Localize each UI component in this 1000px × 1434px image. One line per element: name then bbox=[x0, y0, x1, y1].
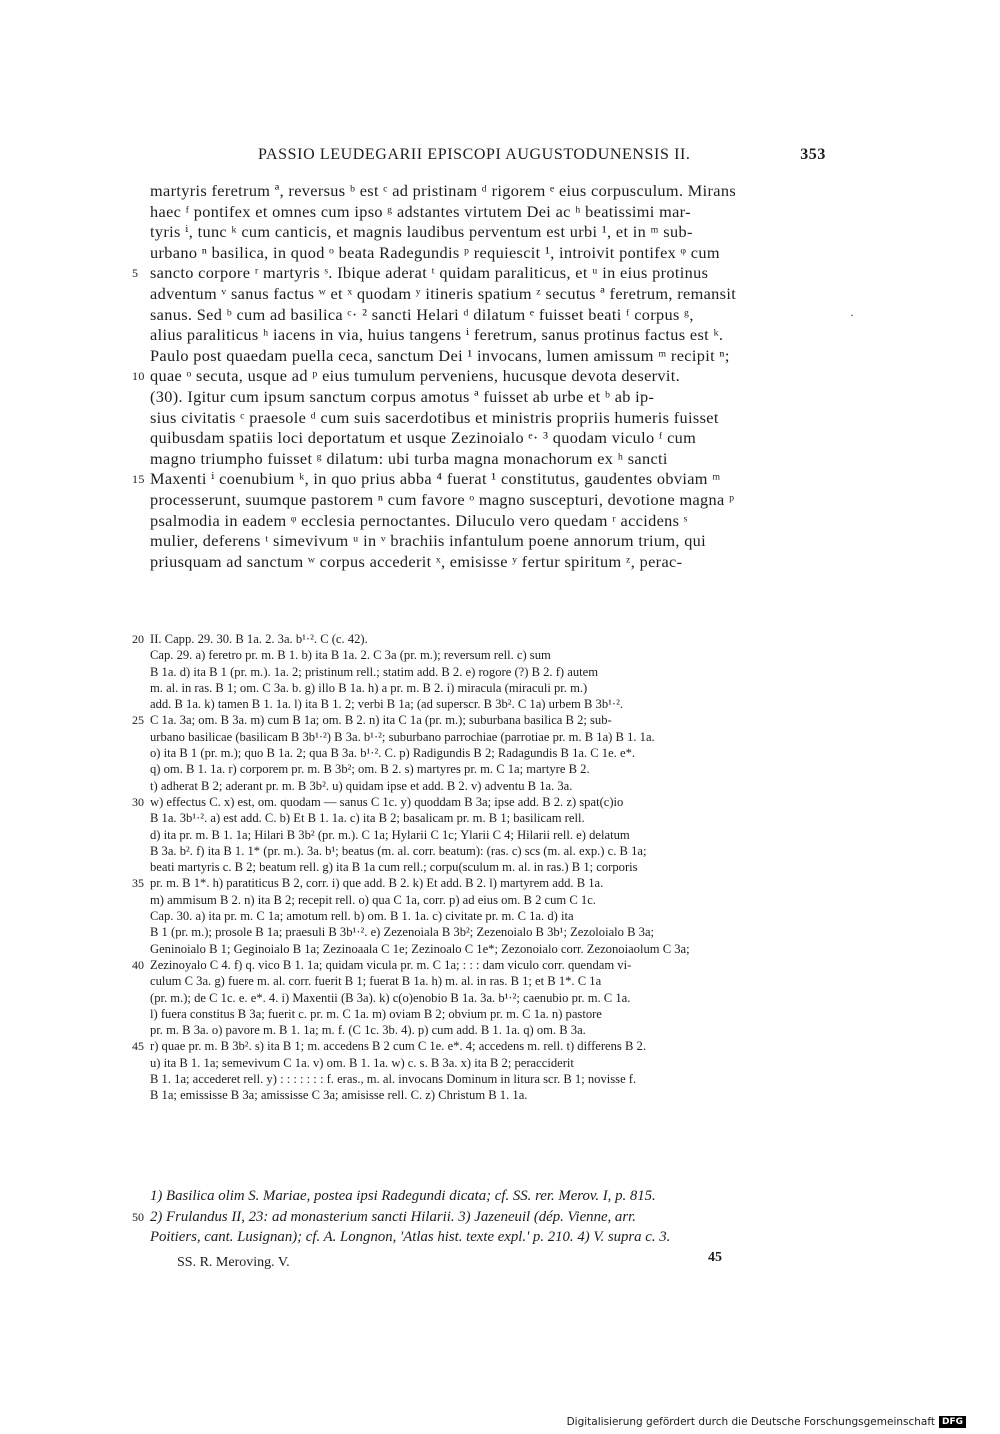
apparatus-line bbox=[150, 892, 822, 908]
line-number: 50 bbox=[132, 1209, 144, 1224]
apparatus-line bbox=[150, 843, 822, 859]
line-text: B 1 (pr. m.); prosole B 1a; praesuli B 3b¹·². e) Zezenoiala B 3b²; Zezenoialo B 3b¹; Zezoloialo B 3a; bbox=[150, 925, 655, 940]
line-number: 5 bbox=[132, 266, 139, 281]
apparatus-line bbox=[132, 631, 822, 647]
line-text: beati martyris c. B 2; beatum rell. g) ita B 1a cum rell.; corpu(sculum m. al. in ras.) B 1; corporis bbox=[150, 860, 638, 875]
line-text: Geninoialo B 1; Geginoialo B 1a; Zezinoaala C 1e; Zezinoalo C 1e*; Zezonoialo corr. Zezonoiaolum C 3a; bbox=[150, 941, 690, 956]
apparatus-line bbox=[150, 990, 822, 1006]
main-text bbox=[132, 181, 822, 572]
line-number: 45 bbox=[132, 1039, 144, 1054]
apparatus-line bbox=[132, 1038, 822, 1054]
apparatus-line bbox=[150, 941, 822, 957]
line-text: (pr. m.); de C 1c. e. e*. 4. i) Maxentii (B 3a). k) c(o)enobio B 1a. 3a. b¹·²; caenubio pr. m. C 1a. bbox=[150, 990, 631, 1005]
line-number: 30 bbox=[132, 794, 144, 809]
footnote-line bbox=[150, 1227, 822, 1248]
line-number: 25 bbox=[132, 713, 144, 728]
text-line bbox=[150, 284, 822, 305]
apparatus-line bbox=[150, 778, 822, 794]
line-text: alius paraliticus ʰ iacens in via, huius tangens ⁱ feretrum, sanus protinus factus est ᵏ. bbox=[150, 325, 724, 345]
text-line bbox=[150, 511, 822, 532]
text-line bbox=[150, 346, 822, 367]
line-text: Cap. 29. a) feretro pr. m. B 1. b) ita B 1a. 2. C 3a (pr. m.); reversum rell. c) sum bbox=[150, 648, 551, 663]
line-text: B 1a. 3b¹·². a) est add. C. b) Et B 1. 1a. c) ita B 2; basalicam pr. m. B 1; basilicam rell. bbox=[150, 811, 585, 826]
stray-dot: · bbox=[850, 308, 854, 322]
apparatus-line bbox=[150, 827, 822, 843]
apparatus-line bbox=[132, 875, 822, 891]
line-text: l) fuera constitus B 3a; fuerit c. pr. m. C 1a. m) oviam B 2; obvium pr. m. C 1a. n) pastore bbox=[150, 1006, 602, 1021]
line-text: quibusdam spatiis loci deportatum et usque Zezinoialo ᵉ· ³ quodam viculo ᶠ cum bbox=[150, 428, 697, 448]
text-line bbox=[150, 408, 822, 429]
line-text: culum C 3a. g) fuere m. al. corr. fuerit B 1; fuerat B 1a. h) m. al. in ras. B 1; et B 1*. C 1a bbox=[150, 974, 602, 989]
text-line bbox=[150, 428, 822, 449]
line-text: mulier, deferens ᵗ simevivum ᵘ in ᵛ brachiis infantulum poene annorum trium, qui bbox=[150, 531, 707, 551]
line-text: 2) Frulandus II, 23: ad monasterium sancti Hilarii. 3) Jazeneuil (dép. Vienne, arr. bbox=[150, 1208, 636, 1225]
apparatus-line bbox=[150, 908, 822, 924]
text-line bbox=[150, 305, 822, 326]
text-line bbox=[150, 325, 822, 346]
line-text: sancto corpore ʳ martyris ˢ. Ibique aderat ᵗ quidam paraliticus, et ᵘ in eius protinus bbox=[150, 263, 709, 283]
line-text: r) quae pr. m. B 3b². s) ita B 1; m. accedens B 2 cum C 1e. e*. 4; accedens m. rell. t) differens B 2. bbox=[150, 1039, 646, 1054]
text-line bbox=[150, 449, 822, 470]
line-text: haec ᶠ pontifex et omnes cum ipso ᵍ adstantes virtutem Dei ac ʰ beatissimi mar- bbox=[150, 201, 691, 221]
apparatus-line bbox=[150, 729, 822, 745]
line-text: C 1a. 3a; om. B 3a. m) cum B 1a; om. B 2. n) ita C 1a (pr. m.); suburbana basilica B 2; sub- bbox=[150, 713, 612, 728]
text-line bbox=[150, 243, 822, 264]
line-text: w) effectus C. x) est, om. quodam — sanus C 1c. y) quoddam B 3a; ipse add. B 2. z) spat(c)io bbox=[150, 794, 624, 809]
line-text: martyris feretrum ª, reversus ᵇ est ᶜ ad pristinam ᵈ rigorem ᵉ eius corpusculum. Mirans bbox=[150, 181, 737, 200]
line-text: u) ita B 1. 1a; semevivum C 1a. v) om. B 1. 1a. w) c. s. B 3a. x) ita B 2; peracciderit bbox=[150, 1055, 574, 1070]
apparatus-line bbox=[132, 957, 822, 973]
line-text: urbano basilicae (basilicam B 3b¹·²) B 3a. b¹·²; suburbano parrochiae (parrotiae pr. m. B 1a) B 1. 1a. bbox=[150, 729, 655, 744]
line-text: sius civitatis ᶜ praesole ᵈ cum suis sacerdotibus et ministris propriis humeris fuisset bbox=[150, 407, 719, 427]
apparatus-line bbox=[132, 794, 822, 810]
text-line bbox=[150, 222, 822, 243]
text-line bbox=[150, 490, 822, 511]
apparatus-line bbox=[150, 1071, 822, 1087]
line-text: Cap. 30. a) ita pr. m. C 1a; amotum rell. b) om. B 1. 1a. c) civitate pr. m. C 1a. d) ita bbox=[150, 909, 574, 924]
apparatus-line bbox=[150, 924, 822, 940]
line-text: o) ita B 1 (pr. m.); quo B 1a. 2; qua B 3a. b¹·². C. p) Radigundis B 2; Radagundis B 1a. C 1e. e*. bbox=[150, 746, 636, 761]
apparatus-line bbox=[150, 1087, 822, 1103]
line-text: Paulo post quaedam puella ceca, sanctum Dei ¹ invocans, lumen amissum ᵐ recipit ⁿ; bbox=[150, 345, 730, 365]
line-text: sanus. Sed ᵇ cum ad basilica ᶜ· ² sancti Helari ᵈ dilatum ᵉ fuisset beati ᶠ corpus ᵍ, bbox=[150, 304, 694, 324]
line-text: magno triumpho fuisset ᵍ dilatum: ubi turba magna monachorum ex ʰ sancti bbox=[150, 448, 668, 468]
apparatus-line bbox=[150, 1006, 822, 1022]
sheet-number: 45 bbox=[708, 1250, 722, 1265]
line-text: add. B 1a. k) tamen B 1. 1a. l) ita B 1. 2; verbi B 1a; (ad superscr. B 3b². C 1a) urbem B 3b¹·². bbox=[150, 697, 624, 712]
text-line bbox=[150, 387, 822, 408]
text-line bbox=[150, 531, 822, 552]
dfg-logo: DFG bbox=[939, 1416, 966, 1428]
line-text: t) adherat B 2; aderant pr. m. B 3b². u) quidam ipse et add. B 2. v) adventu B 1a. 3a. bbox=[150, 778, 573, 793]
text-line bbox=[132, 366, 822, 387]
line-text: Maxenti ⁱ coenubium ᵏ, in quo prius abba ⁴ fuerat ¹ constitutus, gaudentes obviam ᵐ bbox=[150, 469, 721, 489]
footnote-line bbox=[132, 1207, 822, 1228]
line-text: pr. m. B 3a. o) pavore m. B 1. 1a; m. f. (C 1c. 3b. 4). p) cum add. B 1. 1a. q) om. B 3a. bbox=[150, 1023, 586, 1038]
apparatus-line bbox=[132, 712, 822, 728]
line-number: 10 bbox=[132, 369, 145, 384]
apparatus-line bbox=[150, 696, 822, 712]
line-text: B 1a. d) ita B 1 (pr. m.). 1a. 2; pristinum rell.; statim add. B 2. e) rogore (?) B 2. f) autem bbox=[150, 664, 599, 679]
line-text: B 1. 1a; accederet rell. y) : : : : : : : f. eras., m. al. invocans Dominum in litura scr. B 1; novisse f. bbox=[150, 1072, 637, 1087]
text-line bbox=[132, 469, 822, 490]
line-number: 35 bbox=[132, 876, 144, 891]
apparatus-line bbox=[150, 859, 822, 875]
digitization-credit bbox=[567, 1416, 966, 1428]
line-text: urbano ⁿ basilica, in quod ᵒ beata Radegundis ᵖ requiescit ¹, introivit pontifex ᵠ cum bbox=[150, 242, 720, 262]
apparatus-line bbox=[150, 680, 822, 696]
critical-apparatus bbox=[132, 631, 822, 1104]
line-text: (30). Igitur cum ipsum sanctum corpus amotus ª fuisset ab urbe et ᵇ ab ip- bbox=[150, 386, 655, 406]
apparatus-line bbox=[150, 647, 822, 663]
footnotes bbox=[132, 1186, 822, 1248]
line-text: 1) Basilica olim S. Mariae, postea ipsi Radegundi dicata; cf. SS. rer. Merov. I, p. 815. bbox=[150, 1188, 656, 1204]
line-text: priusquam ad sanctum ʷ corpus accederit ˣ, emisisse ʸ fertur spiritum ᶻ, perac- bbox=[150, 551, 683, 571]
line-text: Zezinoyalo C 4. f) q. vico B 1. 1a; quidam vicula pr. m. C 1a; : : : dam viculo corr. quendam vi- bbox=[150, 957, 632, 972]
text-line bbox=[150, 202, 822, 223]
line-text: B 3a. b². f) ita B 1. 1* (pr. m.). 3a. b¹; beatus (m. al. corr. beatum): (ras. c) scs (m. al. exp.) c. B 1a; bbox=[150, 843, 647, 858]
credit-text: Digitalisierung gefördert durch die Deutsche Forschungsgemeinschaft bbox=[566, 1416, 935, 1428]
text-line bbox=[150, 552, 822, 573]
apparatus-line bbox=[150, 810, 822, 826]
line-text: processerunt, suumque pastorem ⁿ cum favore ᵒ magno suscepturi, devotione magna ᵖ bbox=[150, 489, 735, 509]
line-text: II. Capp. 29. 30. B 1a. 2. 3a. b¹·². C (c. 42). bbox=[150, 632, 368, 646]
line-text: Poitiers, cant. Lusignan); cf. A. Longnon, 'Atlas hist. texte expl.' p. 210. 4) V. supra c. 3. bbox=[150, 1229, 671, 1245]
line-text: psalmodia in eadem ᵠ ecclesia pernoctantes. Diluculo vero quedam ʳ accidens ˢ bbox=[150, 510, 688, 530]
signature-mark: SS. R. Meroving. V. bbox=[177, 1255, 290, 1270]
apparatus-line bbox=[150, 973, 822, 989]
line-text: m. al. in ras. B 1; om. C 3a. b. g) illo B 1a. h) a pr. m. B 2. i) miracula (miraculi pr. m.) bbox=[150, 680, 588, 695]
apparatus-line bbox=[150, 745, 822, 761]
line-number: 40 bbox=[132, 957, 144, 972]
line-text: adventum ᵛ sanus factus ʷ et ˣ quodam ʸ itineris spatium ᶻ secutus ª feretrum, remansit bbox=[150, 283, 737, 303]
line-text: pr. m. B 1*. h) paratiticus B 2, corr. i) que add. B 2. k) Et add. B 2. l) martyrem add. B 1a. bbox=[150, 876, 604, 891]
line-text: q) om. B 1. 1a. r) corporem pr. m. B 3b²; om. B 2. s) martyres pr. m. C 1a; martyre B 2. bbox=[150, 762, 590, 777]
running-title: PASSIO LEUDEGARII EPISCOPI AUGUSTODUNENSIS II. bbox=[258, 146, 691, 163]
apparatus-line bbox=[150, 761, 822, 777]
apparatus-line bbox=[150, 1055, 822, 1071]
text-line bbox=[150, 181, 822, 202]
line-text: quae ᵒ secuta, usque ad ᵖ eius tumulum perveniens, hucusque devota deservit. bbox=[150, 366, 681, 386]
line-number: 15 bbox=[132, 472, 145, 487]
page-number: 353 bbox=[800, 146, 826, 163]
apparatus-line bbox=[150, 664, 822, 680]
line-text: d) ita pr. m. B 1. 1a; Hilari B 3b² (pr. m.). C 1a; Hylarii C 1c; Ylarii C 4; Hilarii rell. e) delatum bbox=[150, 827, 630, 842]
line-text: tyris ⁱ, tunc ᵏ cum canticis, et magnis laudibus perventum est urbi ¹, et in ᵐ sub- bbox=[150, 222, 693, 242]
line-text: m) ammisum B 2. n) ita B 2; recepit rell. o) qua C 1a, corr. p) ad eius om. B 2 cum C 1c. bbox=[150, 892, 596, 907]
apparatus-line bbox=[150, 1022, 822, 1038]
footnote-line bbox=[150, 1186, 822, 1207]
line-text: B 1a; emississe B 3a; amississe C 3a; amisisse rell. C. z) Christum B 1. 1a. bbox=[150, 1088, 528, 1103]
line-number: 20 bbox=[132, 632, 144, 646]
text-line bbox=[132, 263, 822, 284]
